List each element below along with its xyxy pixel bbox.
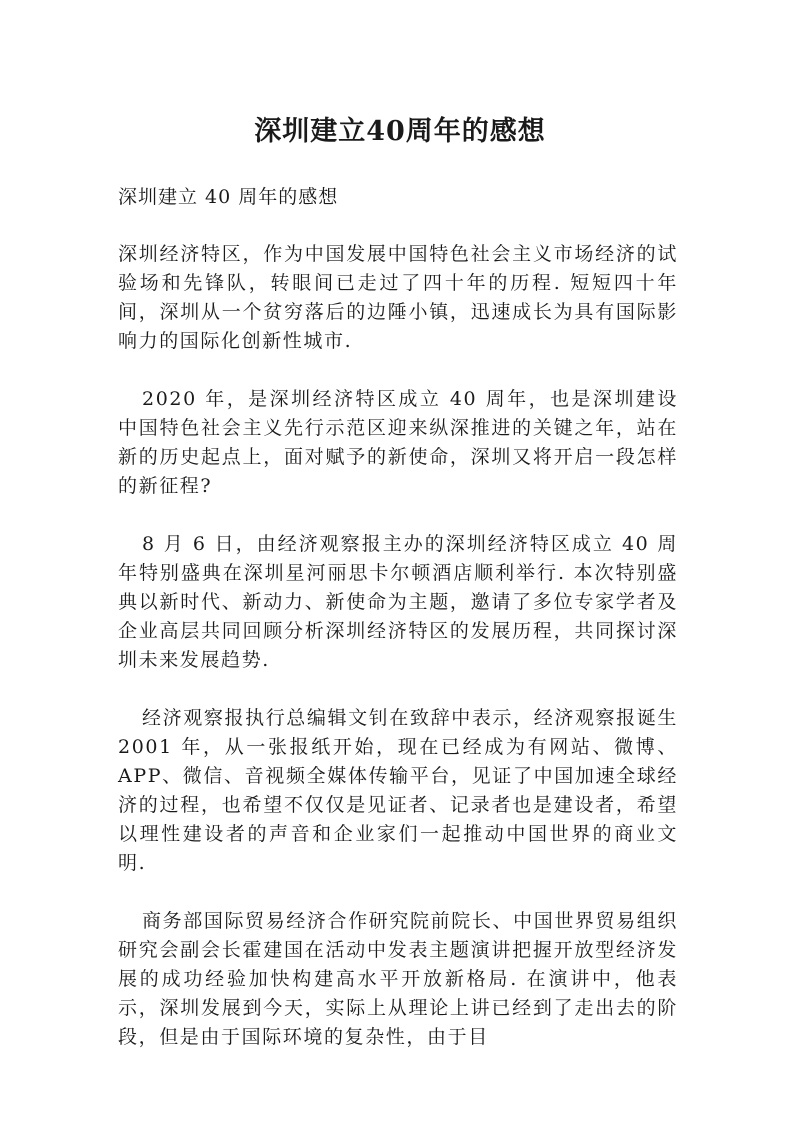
paragraph-5: 商务部国际贸易经济合作研究院前院长、中国世界贸易组织研究会副会长霍建国在活动中发表主题演讲把握开放型经济发展的成功经验加快构建高水平开放新格局. 在演讲中，他表示，深圳发展到今天，实际上从理论上讲已经到了走出去的阶段，但是由于国际环境的复杂性，由于目 — [118, 910, 678, 1048]
document-title: 深圳建立40周年的感想 — [254, 116, 546, 147]
paragraph-1: 深圳经济特区，作为中国发展中国特色社会主义市场经济的试验场和先锋队，转眼间已走过了四十年的历程. 短短四十年间，深圳从一个贫穷落后的边陲小镇，迅速成长为具有国际影响力的国际化创新性城市. — [118, 243, 678, 352]
document-body — [118, 183, 678, 1081]
document-subtitle: 深圳建立 40 周年的感想 — [118, 186, 339, 208]
paragraph-3: 8 月 6 日，由经济观察报主办的深圳经济特区成立 40 周年特别盛典在深圳星河丽思卡尔顿酒店顺利举行. 本次特别盛典以新时代、新动力、新使命为主题，邀请了多位专家学者及企业高层共同回顾分析深圳经济特区的发展历程，共同探讨深圳未来发展趋势. — [118, 533, 678, 671]
paragraph-2: 2020 年，是深圳经济特区成立 40 周年，也是深圳建设中国特色社会主义先行示范区迎来纵深推进的关键之年，站在新的历史起点上，面对赋予的新使命，深圳又将开启一段怎样的新征程? — [118, 388, 678, 497]
paragraph-4: 经济观察报执行总编辑文钊在致辞中表示，经济观察报诞生 2001 年，从一张报纸开始，现在已经成为有网站、微博、APP、微信、音视频全媒体传输平台，见证了中国加速全球经济的过程，也希望不仅仅是见证者、记录者也是建设者，希望以理性建设者的声音和企业家们一起推动中国世界的商业文明. — [118, 707, 678, 874]
